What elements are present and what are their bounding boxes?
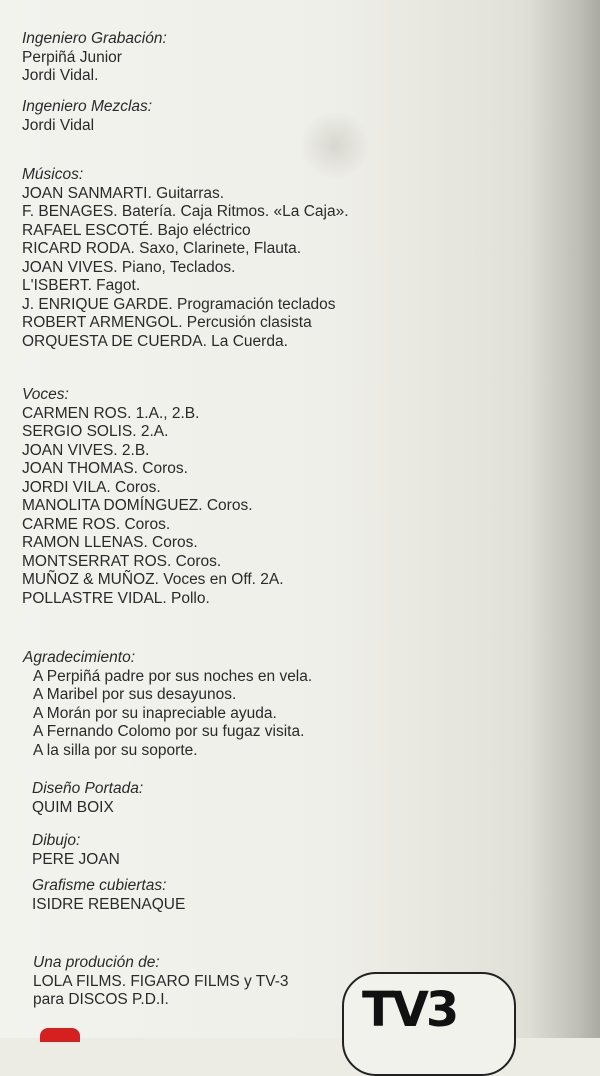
credit-line: JOAN SANMARTI. Guitarras. xyxy=(22,184,225,202)
section-portada xyxy=(32,780,143,817)
section-agradecimiento xyxy=(23,649,312,760)
credit-line: MANOLITA DOMÍNGUEZ. Coros. xyxy=(22,497,253,514)
credit-line: QUIM BOIX xyxy=(32,798,114,816)
credit-line: CARMEN ROS. 1.A., 2.B. xyxy=(22,404,200,422)
section-produccion xyxy=(33,954,289,1010)
credit-line: A Perpiñá padre por sus noches en vela. xyxy=(33,667,313,685)
section-voces xyxy=(22,386,284,608)
heading-mezclas: Ingeniero Mezclas: xyxy=(22,98,153,115)
credit-line: A Morán por su inapreciable ayuda. xyxy=(33,704,277,722)
credit-line: JOAN THOMAS. Coros. xyxy=(22,460,188,477)
credit-line: Perpiñá Junior xyxy=(22,48,122,66)
page-shadow xyxy=(530,0,600,1038)
heading-produccion: Una produción de: xyxy=(33,954,160,971)
heading-grabacion: Ingeniero Grabación: xyxy=(22,30,167,47)
red-mark-decoration xyxy=(40,1028,80,1042)
credit-line: L'ISBERT. Fagot. xyxy=(22,277,141,294)
heading-grafisme: Grafisme cubiertas: xyxy=(32,877,167,894)
section-grabacion xyxy=(22,30,167,86)
credit-line: JOAN VIVES. 2.B. xyxy=(22,441,150,459)
credit-line: LOLA FILMS. FIGARO FILMS y TV-3 xyxy=(33,972,289,990)
credit-line: RICARD RODA. Saxo, Clarinete, Flauta. xyxy=(22,240,302,257)
credit-line: A Fernando Colomo por su fugaz visita. xyxy=(33,723,305,740)
credit-line: para DISCOS P.D.I. xyxy=(33,991,169,1008)
credit-line: A la silla por su soporte. xyxy=(33,741,198,759)
heading-dibujo: Dibujo: xyxy=(32,832,81,849)
credit-line: JORDI VILA. Coros. xyxy=(22,478,161,496)
credit-line: RAMON LLENAS. Coros. xyxy=(22,534,198,551)
credit-line: MUÑOZ & MUÑOZ. Voces en Off. 2A. xyxy=(22,571,284,588)
credit-line: JOAN VIVES. Piano, Teclados. xyxy=(22,258,236,276)
heading-voces: Voces: xyxy=(22,386,69,403)
heading-musicos: Músicos: xyxy=(22,166,84,183)
credit-line: ROBERT ARMENGOL. Percusión clasista xyxy=(22,314,312,331)
credit-line: POLLASTRE VIDAL. Pollo. xyxy=(22,589,210,607)
credit-line: SERGIO SOLIS. 2.A. xyxy=(22,423,169,440)
credit-line: CARME ROS. Coros. xyxy=(22,515,171,533)
credit-line: F. BENAGES. Batería. Caja Ritmos. «La Caja». xyxy=(22,203,349,220)
heading-agradecimiento: Agradecimiento: xyxy=(23,649,136,666)
tv3-logo-text: TV3 xyxy=(362,982,457,1038)
section-grafisme xyxy=(32,877,185,914)
credit-line: ISIDRE REBENAQUE xyxy=(32,895,186,913)
credit-line: PERE JOAN xyxy=(32,850,120,868)
section-mezclas xyxy=(22,98,152,135)
credit-line: Jordi Vidal xyxy=(22,116,95,134)
tv3-logo xyxy=(342,972,516,1076)
credit-line: ORQUESTA DE CUERDA. La Cuerda. xyxy=(22,332,288,350)
credit-line: RAFAEL ESCOTÉ. Bajo eléctrico xyxy=(22,221,251,239)
credit-line: A Maribel por sus desayunos. xyxy=(33,686,237,703)
heading-portada: Diseño Portada: xyxy=(32,780,144,797)
section-dibujo xyxy=(32,832,120,869)
credit-line: J. ENRIQUE GARDE. Programación teclados xyxy=(22,295,336,313)
credit-line: MONTSERRAT ROS. Coros. xyxy=(22,552,222,570)
section-musicos xyxy=(22,166,349,351)
credit-line: Jordi Vidal. xyxy=(22,67,99,84)
